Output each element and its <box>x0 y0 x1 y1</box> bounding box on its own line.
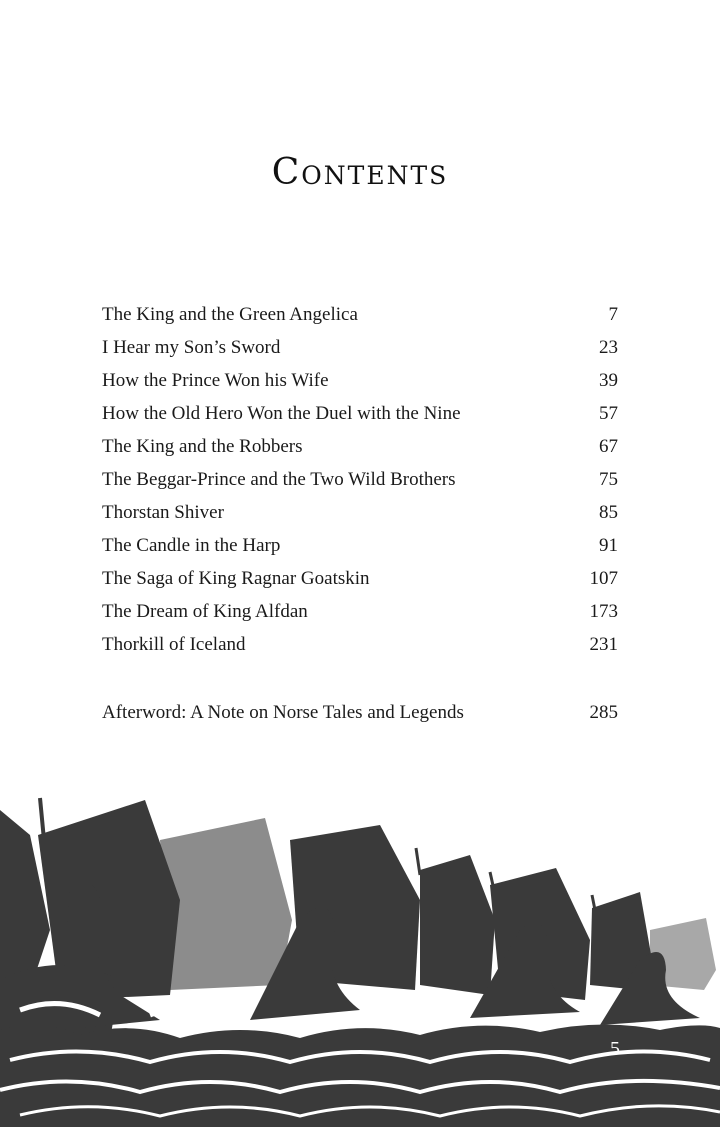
toc-entry-page: 57 <box>599 403 618 424</box>
viking-longships-illustration <box>0 780 720 1127</box>
toc-entry-page: 75 <box>599 469 618 490</box>
toc-entry-title: How the Prince Won his Wife <box>102 370 329 391</box>
toc-entry-title: The King and the Green Angelica <box>102 304 358 325</box>
toc-entry[interactable] <box>102 364 618 397</box>
toc-entry-page: 23 <box>599 337 618 358</box>
toc-entry-page: 7 <box>608 304 618 325</box>
toc-entry-title: I Hear my Son’s Sword <box>102 337 281 358</box>
toc-entry-page: 173 <box>589 601 618 622</box>
toc-entry-title: The King and the Robbers <box>102 436 303 457</box>
toc-entry[interactable] <box>102 430 618 463</box>
toc-afterword-page: 285 <box>589 702 618 723</box>
toc-entry[interactable] <box>102 298 618 331</box>
toc-entry[interactable] <box>102 628 618 661</box>
page-number: 5 <box>610 1038 620 1060</box>
toc-entry-title: Thorkill of Iceland <box>102 634 246 655</box>
toc-entry-title: The Candle in the Harp <box>102 535 281 556</box>
toc-entry-page: 91 <box>599 535 618 556</box>
toc-entry-page: 39 <box>599 370 618 391</box>
toc-entry[interactable] <box>102 595 618 628</box>
toc-entry[interactable] <box>102 331 618 364</box>
toc-entry-title: The Dream of King Alfdan <box>102 601 308 622</box>
toc-entry[interactable] <box>102 496 618 529</box>
toc-entry[interactable] <box>102 397 618 430</box>
toc-entry-page: 67 <box>599 436 618 457</box>
toc-entry-page: 107 <box>589 568 618 589</box>
toc-entry[interactable] <box>102 529 618 562</box>
toc-entry[interactable] <box>102 463 618 496</box>
sail-grey <box>160 818 292 990</box>
toc-afterword-title: Afterword: A Note on Norse Tales and Legends <box>102 702 464 723</box>
toc-entry-page: 231 <box>589 634 618 655</box>
page-title: Contents <box>271 152 449 193</box>
toc-entry-title: The Beggar-Prince and the Two Wild Brothers <box>102 469 456 490</box>
toc-entry-page: 85 <box>599 502 618 523</box>
toc-afterword[interactable] <box>102 696 618 729</box>
toc-entry-title: The Saga of King Ragnar Goatskin <box>102 568 370 589</box>
toc-entry[interactable] <box>102 562 618 595</box>
table-of-contents <box>102 298 618 661</box>
toc-entry-title: Thorstan Shiver <box>102 502 224 523</box>
toc-entry-title: How the Old Hero Won the Duel with the Nine <box>102 403 461 424</box>
sail-dark-mid-right <box>420 855 495 995</box>
